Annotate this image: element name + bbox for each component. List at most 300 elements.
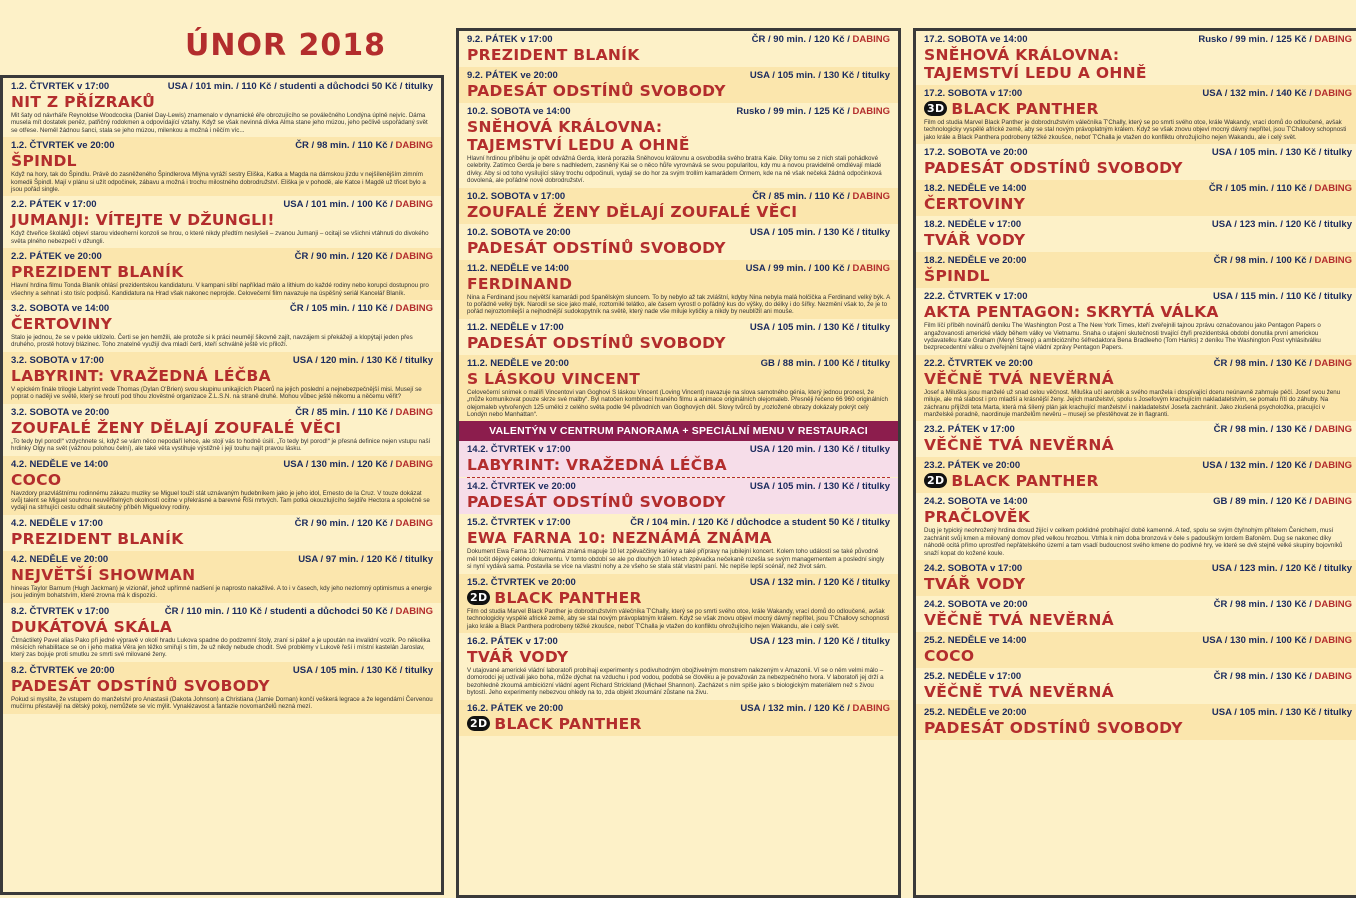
format-badge: 2D [467,590,490,605]
movie-title-text: VĚČNĚ TVÁ NEVĚRNÁ [924,369,1114,388]
movie-description: Navzdory prazvláštnímu rodinnému zákazu muziky se Miguel touží stát uznávaným hudebníkem jako je jeho idol, Ernesto de la Cruz. V touze dokázat svůj talent se Miguel souhrou neuvěřitelných okolností ocitne v překrásné a barevné Říši mrtvých. Tam potká okouzlujícího šejdíře Hectora a společně se vydají na strhující cestu odhalit skutečný příběh Miguelovy rodiny. [11,489,430,512]
movie-title [924,159,1352,177]
screening-entry [459,67,898,103]
movie-title [924,472,1352,490]
screening-info: ČR / 98 min. / 110 Kč / DABING [295,140,433,152]
movie-title-text: PADESÁT ODSTÍNŮ SVOBODY [924,159,1183,178]
movie-title [11,471,433,489]
screening-info: ČR / 98 min. / 130 Kč / DABING [1213,671,1352,683]
screening-date-time: 25.2. NEDĚLE ve 20:00 [924,707,1027,719]
dabing-tag: DABING [852,702,890,714]
screening-date-time: 24.2. SOBOTA v 17:00 [924,563,1023,575]
screening-date-time: 9.2. PÁTEK ve 20:00 [467,70,558,81]
movie-description: Film od studia Marvel Black Panther je dobrodružstvím válečníka T'Chally, který se po smrti svého otce, krále Wakandy, vrací domů do odloučené, avšak technologicky vyspělé africké země, aby se stal novým právoplatným králem. Když se však znovu objeví mocný dávný nepřítel, jsou T'Challovy schopnosti jako krále a Black Panthera podrobeny těžké zkoušce, neboť T'Challa je vtažen do konfliktu ohrožujícího nejen Wakandu, ale i celý svět. [467,607,890,630]
movie-title [467,203,890,221]
dabing-tag: DABING [1314,635,1352,647]
screening-info: ČR / 98 min. / 130 Kč / DABING [1213,424,1352,436]
screening-entry [916,252,1356,288]
screening-date-time: 23.2. PÁTEK ve 20:00 [924,460,1021,472]
movie-description: Čtrnáctiletý Pavel alias Pako při jedné výpravě v okolí hradu Lukova spadne do podzemní štoly, zraní si páteř a je upoután na invalidní vozík. Po několika měsících rehabilitace se on i jeho matka Věra jen těžko smiřují s tím, že už nikdy nebude chodit. Své problémy v Lukově řeší i místní kastelán Jaroslav, který zas bojuje proti smutku ze smrti své milované ženy. [11,636,431,659]
program-panel-3 [913,28,1356,898]
screening-meta [467,633,890,647]
screening-date-time: 8.2. ČTVRTEK v 17:00 [11,605,110,617]
movie-title-text: S LÁSKOU VINCENT [467,369,641,388]
screening-info: GB / 88 min. / 100 Kč / titulky [760,357,890,369]
dabing-tag: DABING [395,406,433,418]
screening-date-time: 18.2. NEDĚLE ve 14:00 [924,183,1027,195]
movie-title [467,493,890,511]
screening-info: USA / 130 min. / 120 Kč / DABING [283,458,433,470]
screening-entry [3,196,441,248]
screening-date-time: 11.2. NEDĚLE ve 14:00 [467,262,569,274]
movie-title [924,719,1352,737]
screening-meta [924,560,1352,574]
screening-info: ČR / 90 min. / 120 Kč / DABING [294,251,433,263]
screening-meta [467,319,890,333]
program-list-3 [916,31,1356,740]
movie-title [467,370,890,388]
program-list-1 [3,78,441,714]
screening-meta [924,457,1352,471]
screening-info: USA / 101 min. / 110 Kč / studenti a důchodci 50 Kč / titulky [167,81,433,92]
screening-meta [924,31,1352,45]
movie-title [11,530,433,548]
screening-meta [924,493,1352,507]
screening-date-time: 22.2. ČTVRTEK ve 20:00 [924,357,1033,369]
movie-title [11,315,433,333]
dabing-tag: DABING [1314,424,1352,436]
screening-info: USA / 132 min. / 120 Kč / DABING [1202,460,1352,472]
dabing-tag: DABING [395,199,433,211]
screening-date-time: 4.2. NEDĚLE ve 14:00 [11,458,109,470]
format-badge: 2D [924,473,947,488]
screening-info: USA / 99 min. / 100 Kč / DABING [745,262,890,274]
screening-info: ČR / 98 min. / 130 Kč / DABING [1213,357,1352,369]
screening-meta [467,355,890,369]
movie-title-text: PREZIDENT BLANÍK [11,529,184,548]
screening-entry [459,260,898,319]
movie-title-text: PADESÁT ODSTÍNŮ SVOBODY [467,82,726,100]
screening-info: USA / 105 min. / 130 Kč / titulky [749,321,890,333]
screening-info: USA / 101 min. / 100 Kč / DABING [283,199,433,211]
movie-description: Film líčí příběh novinářů deníku The Washington Post a The New York Times, kteří zveřejnili tajnou zprávu označovanou jako Pentagon Papers o angažovanosti americké vlády během války ve Vietnamu. Snaha o utajení skutečnosti trvající čtyři prezidentská období donutila první americkou vydavatelku Kate Graham (Meryl Streep) a ambiciózního šéfredaktora Bena Bradleeho (Tom Hanks) z deníku The Washington Post vyhlásitválku bezprecedentní válku o zveřejnění tajné vládní zprávy Pentagon Papers. [924,322,1321,352]
movie-description: Nina a Ferdinand jsou největší kamarádi pod španělským sluncem. To by nebylo až tak zvláštní, kdyby Nina nebyla malá holčička a Ferdinand velký býk. A to pořádně velký býk. Narodil se sice jako malé, roztomilé telátko, ale časem vyrostl o pořádný kus do výšky, do délky i do šířky. Nezmění však to, že je to pořád nejroztomilejší a nejhodnější sudokopytník na světě, který nade vše miluje kytičky a nikdy by neublížil ani mouše. [467,293,890,316]
screening-info: GB / 89 min. / 120 Kč / DABING [1213,496,1352,508]
screening-entry [916,180,1356,216]
screening-date-time: 16.2. PÁTEK v 17:00 [467,635,558,647]
screening-entry [3,456,441,515]
screening-entry [916,144,1356,180]
movie-title [467,46,890,64]
screening-date-time: 2.2. PÁTEK v 17:00 [11,199,97,211]
screening-date-time: 15.2. ČTVRTEK v 17:00 [467,517,571,529]
screening-entry [916,596,1356,632]
movie-title [924,231,1352,249]
screening-info: USA / 120 min. / 130 Kč / titulky [292,354,433,366]
movie-title [467,334,890,352]
screening-date-time: 14.2. ČTVRTEK v 17:00 [467,444,571,456]
movie-title-text: COCO [924,647,975,666]
screening-info: ČR / 110 min. / 110 Kč / studenti a důchodci 50 Kč / DABING [164,605,433,617]
screening-entry [916,493,1356,560]
screening-info: USA / 105 min. / 130 Kč / titulky [749,481,890,493]
page-title: ÚNOR 2018 [185,28,387,63]
screening-info: ČR / 104 min. / 120 Kč / důchodce a student 50 Kč / titulky [630,517,890,529]
screening-info: ČR / 90 min. / 120 Kč / DABING [751,34,890,45]
movie-title-text: FERDINAND [467,274,573,293]
screening-date-time: 1.2. ČTVRTEK ve 20:00 [11,140,115,152]
movie-description: Celovečerní snímek o malíři Vincentovi van Goghovi S láskou Vincent (Loving Vincent) navazuje na slova samotného génia, který jednou pronesl, že „může komunikovat pouze skrze své malby“. Byl natočen kombinací hraného filmu a animace originálních olejomaleb. Přesněji řečeno 66 960 originálních olejomaleb vytvořených 125 umělci z celého světa podle 94 původních van Goghových děl. Slovy tvůrců by „rozložené obrazy dokázaly pokrýt celý Londýn nebo Manhattan“. [467,388,888,419]
screening-meta [924,704,1352,718]
movie-title [467,82,890,100]
movie-title-text: VĚČNĚ TVÁ NEVĚRNÁ [924,683,1114,702]
screening-info: ČR / 105 min. / 110 Kč / DABING [289,303,433,315]
dabing-tag: DABING [395,251,433,263]
movie-title-text: ZOUFALÉ ŽENY DĚLAJÍ ZOUFALÉ VĚCI [11,418,342,437]
movie-title [924,370,1352,388]
screening-meta [924,85,1352,99]
screening-date-time: 11.2. NEDĚLE ve 20:00 [467,357,569,369]
dabing-tag: DABING [1314,496,1352,508]
screening-meta [467,31,890,45]
screening-entry [459,319,898,355]
screening-date-time: 24.2. SOBOTA ve 14:00 [924,496,1028,508]
movie-title [924,611,1352,629]
movie-title [924,508,1352,526]
screening-date-time: 10.2. SOBOTA v 17:00 [467,190,566,202]
movie-title-text: ZOUFALÉ ŽENY DĚLAJÍ ZOUFALÉ VĚCI [467,202,798,221]
movie-title-text: BLACK PANTHER [951,100,1099,118]
screening-entry [916,632,1356,668]
screening-date-time: 8.2. ČTVRTEK ve 20:00 [11,664,115,676]
screening-meta [11,352,433,366]
dabing-tag: DABING [1314,34,1352,45]
screening-meta [11,515,433,529]
screening-meta [467,441,890,455]
movie-title-text: PREZIDENT BLANÍK [467,46,640,64]
screening-info: ČR / 105 min. / 110 Kč / DABING [1208,183,1352,195]
screening-meta [11,662,433,676]
movie-title [11,677,433,695]
screening-date-time: 4.2. NEDĚLE v 17:00 [11,517,103,529]
screening-meta [11,300,433,314]
screening-info: USA / 105 min. / 130 Kč / titulky [749,70,890,81]
movie-title-text: NEJVĚTŠÍ SHOWMAN [11,565,196,584]
format-badge: 3D [924,101,947,116]
screening-date-time: 23.2. PÁTEK v 17:00 [924,424,1015,436]
movie-title-text: ŠPINDL [924,267,990,286]
dabing-tag: DABING [1314,88,1352,99]
screening-date-time: 9.2. PÁTEK v 17:00 [467,34,553,45]
movie-title [924,303,1352,321]
program-list-2b [459,441,898,514]
screening-info: USA / 123 min. / 120 Kč / titulky [749,635,890,647]
movie-title [467,715,890,733]
screening-date-time: 25.2. NEDĚLE ve 14:00 [924,635,1027,647]
screening-meta [467,700,890,714]
screening-entry [459,514,898,573]
dabing-tag: DABING [395,517,433,529]
screening-date-time: 11.2. NEDĚLE v 17:00 [467,321,564,333]
screening-meta [924,216,1352,230]
movie-title-text: VĚČNĚ TVÁ NEVĚRNÁ [924,436,1114,455]
movie-title-text: TVÁŘ VODY [924,575,1026,594]
movie-title [924,436,1352,454]
screening-entry [459,355,898,422]
screening-entry [3,352,441,404]
screening-entry [3,515,441,551]
screening-entry [916,457,1356,493]
movie-description: Mit šaty od návrháře Reynoldse Woodcocka (Daniel Day-Lewis) znamenalo v dynamické éře obrozujícího se poválečného Londýna úplně nejvíc. Dáma musela mít dostatek peněz, patřičný rodokmen a odpovídající vztahy. Když se však nevinná dívka Alma stane jeho múzou, jeho pečlivě uspořádaný svět se otřese. Neměl žádnou šanci, stala se jeho múzou, milenkou a možná i něčím víc... [11,112,428,134]
dabing-tag: DABING [852,262,890,274]
dabing-tag: DABING [852,34,890,45]
movie-title-text: TVÁŘ VODY [924,231,1026,250]
movie-title [467,118,890,154]
movie-title [467,275,890,293]
movie-title-text: PRAČLOVĚK [924,508,1031,527]
screening-date-time: 4.2. NEDĚLE ve 20:00 [11,553,109,565]
screening-date-time: 18.2. NEDĚLE ve 20:00 [924,255,1027,267]
screening-entry [916,85,1356,144]
movie-title [11,152,433,170]
screening-info: USA / 132 min. / 140 Kč / DABING [1202,88,1352,99]
movie-title-text: ČERTOVINY [11,315,113,334]
screening-date-time: 15.2. ČTVRTEK ve 20:00 [467,576,576,588]
movie-title [11,566,433,584]
movie-title [11,367,433,385]
screening-entry [459,633,898,700]
movie-title-text: PADESÁT ODSTÍNŮ SVOBODY [924,719,1183,738]
screening-date-time: 16.2. PÁTEK ve 20:00 [467,702,564,714]
movie-description: V utajované americké vládní laboratoři probíhají experimenty s podivuhodným obojživelným monstrem nalezeným v Amazonii. Ví se o něm velmi málo – domorodci jej uctívali jako boha, může dýchat na vzduchu i pod vodou, podobá se člověku a je považován za nebezpečného tvora. V laboratoři jej drží a bezohledně zkoumá ambiciózní vládní agent Richard Strickland (Michael Shannon). Zacházet s ním spíše jako s biologickým materiálem než s živou bytostí. Jeho experimenty nebezvou ohledy na to, zda objekt zkoumání zůstane na živu. [467,666,884,697]
screening-meta [11,78,433,92]
movie-description: Pokud si myslíte, že vstupem do manželství pro Anastasii (Dakota Johnson) a Christiana (Jamie Dornan) končí veškerá legrace a že legendární Červenou mučírnu přestavějí na dětský pokoj, nemůžete se víc mýlit. Vynalézavost a fantazie novomanželů nezná mezí. [11,695,433,711]
screening-date-time: 3.2. SOBOTA ve 14:00 [11,303,110,315]
screening-meta [924,355,1352,369]
screening-meta [924,632,1352,646]
valentine-banner: VALENTÝN V CENTRUM PANORAMA + SPECIÁLNÍ MENU V RESTAURACI [459,421,898,441]
dabing-tag: DABING [395,458,433,470]
screening-info: USA / 105 min. / 130 Kč / titulky [1211,147,1352,159]
movie-description: hineas Taylor Barnum (Hugh Jackman) je vizionář, jehož upřímné nadšení je naprosto nakažlivé. A to i v časech, kdy jeho nezlomný optimismus a energie jsou jediným bohatstvím, které zrovna má k dispozici. [11,584,432,600]
screening-entry [3,404,441,456]
movie-title [11,93,433,111]
movie-title-text: NIT Z PŘÍZRAKŮ [11,93,156,111]
movie-title-text: DUKÁTOVÁ SKÁLA [11,617,173,636]
screening-entry [916,704,1356,740]
screening-entry [459,103,898,188]
screening-info: ČR / 98 min. / 130 Kč / DABING [1213,599,1352,611]
dabing-tag: DABING [395,303,433,315]
screening-meta [11,456,433,470]
movie-title [467,589,890,607]
screening-entry [916,668,1356,704]
movie-description: Film od studia Marvel Black Panther je dobrodružstvím válečníka T'Chally, který se po smrti svého otce, krále Wakandy, vrací domů do odloučené, avšak technologicky vyspělé africké země, aby se stal novým právoplatným králem. Když se však znovu objeví mocný dávný nepřítel, jsou T'Challovy schopnosti jako krále a Black Panthera podrobeny těžké zkoušce, neboť T'Challa je vtažen do konfliktu ohrožujícího nejen Wakandu, ale i celý svět. [924,119,1347,141]
screening-info: USA / 115 min. / 110 Kč / titulky [1212,291,1352,303]
movie-title-text: ŠPINDL [11,152,77,171]
screening-entry [459,188,898,224]
screening-meta [11,248,433,262]
screening-meta [11,603,433,617]
movie-description: „To tedy byl porod!“ vzdychnete si, když se vám něco nepodaří lehce, ale stojí vás to hodně úsilí. „To tedy byl porod!“ je přesná definice nejen vstupu naší hrdinky Olgy na svět (vážnou polohou čelní), ale také věta vystihuje výstižně i její touhu najít pravou lásku. [11,437,431,453]
screening-info: USA / 132 min. / 120 Kč / titulky [749,576,890,588]
movie-title-text: JUMANJI: VÍTEJTE V DŽUNGLI! [11,211,275,230]
screening-entry [459,441,898,477]
screening-date-time: 2.2. PÁTEK ve 20:00 [11,251,102,263]
movie-title [924,195,1352,213]
dabing-tag: DABING [852,106,890,117]
screening-meta [924,252,1352,266]
movie-title [467,648,890,666]
movie-title [11,419,433,437]
screening-date-time: 10.2. SOBOTA ve 14:00 [467,106,571,117]
program-panel-1 [0,75,444,895]
movie-title-text: PADESÁT ODSTÍNŮ SVOBODY [467,493,726,512]
movie-description: Stalo je jednou, že se v pekle uklízelo. Čerti se jen hemžili, ale protože si k práci neumějí šikovně zajít, navzájem si překážejí a klopýtají jeden přes druhého, prostě hotový blázinec. Toho znatelně využijí dva mladí čerti, kteří schválně ještě víc přiloží. [11,334,413,349]
screening-entry [459,700,898,736]
movie-description: V epickém finále trilogie Labyrint vede Thomas (Dylan O'Brien) svou skupinu unikajících Placerů na jejich poslední a nejnebezpečnější misi. Musejí se poprat o naději ve světě, který se hroutí pod tíhou zlověstné organizace Z.L.S.N. na straně druhé. Mohou vůbec ještě někomu a něčemu věřit? [11,385,422,401]
screening-meta [11,551,433,565]
screening-date-time: 25.2. NEDĚLE v 17:00 [924,671,1022,683]
screening-entry [459,574,898,633]
movie-title-text: VĚČNĚ TVÁ NEVĚRNÁ [924,611,1114,630]
movie-title [924,267,1352,285]
movie-title [467,239,890,257]
dabing-tag: DABING [1314,357,1352,369]
screening-info: USA / 105 min. / 130 Kč / titulky [1211,707,1352,719]
screening-info: ČR / 85 min. / 110 Kč / DABING [752,190,890,202]
dabing-tag: DABING [1314,671,1352,683]
screening-info: Rusko / 99 min. / 125 Kč / DABING [1198,34,1352,45]
screening-meta [467,67,890,81]
screening-meta [924,421,1352,435]
screening-meta [924,144,1352,158]
movie-title-text: ČERTOVINY [924,195,1026,214]
movie-title-text: SNĚHOVÁ KRÁLOVNA: TAJEMSTVÍ LEDU A OHNĚ [467,118,690,154]
screening-entry [3,300,441,352]
screening-meta [467,260,890,274]
screening-date-time: 3.2. SOBOTA ve 20:00 [11,406,110,418]
movie-title [924,575,1352,593]
movie-description: Hlavní hrdina filmu Tonda Blaník ohlásí prezidentskou kandidaturu. V kampani slíbí například málo a lithium do každé rodiny nebo korupci dostupnou pro všechny a sehnat i sto tisíc podpisů. Kandidatura na Hrad však nakonec neprojde. Celovečerní film navazuje na úspěšný seriál Kancelář Blaník. [11,282,429,297]
movie-title-text: BLACK PANTHER [951,472,1099,491]
screening-entry [916,421,1356,457]
movie-title [11,211,433,229]
screening-date-time: 18.2. NEDĚLE v 17:00 [924,219,1022,231]
screening-info: USA / 105 min. / 130 Kč / titulky [749,226,890,238]
movie-title-text: BLACK PANTHER [494,588,642,607]
screening-entry [459,478,898,514]
movie-title-text: TVÁŘ VODY [467,647,569,666]
screening-entry [3,662,441,714]
movie-description: Josef a Miluška jsou manželé už snad celou věčnost. Miluška učí aerobik a svého manžela i dospívající dceru neúnavně zahrnuje péčí. Josef svou ženu miluje, ale má slabost i pro mladší a krásnější ženy. Jejich manželství, spolu s Josefovým krachujícím nakladatelstvím, se pomalu řítí do záhuby. Na záchranu přijíždí teta Marta, která má šílený plán jak krachující manželství i nakladatelství Josefa zachránit. Jako zkušená psycholožka, pracující v manželské poradně, naordinuje manželům nevěru – musejí se přestěhovat ze in flagranti. [924,388,1341,419]
movie-title-text: EWA FARNA 10: NEZNÁMÁ ZNÁMA [467,529,772,548]
movie-title-text: BLACK PANTHER [494,714,642,733]
screening-meta [924,180,1352,194]
screening-entry [3,603,441,662]
movie-title-text: PREZIDENT BLANÍK [11,263,184,282]
screening-date-time: 17.2. SOBOTA ve 14:00 [924,34,1028,45]
screening-info: USA / 120 min. / 130 Kč / titulky [749,444,890,456]
movie-title [11,618,433,636]
dabing-tag: DABING [852,190,890,202]
movie-description: Hlavní hrdinou příběhu je opět odvážná Gerda, která porazila Sněhovou královnu a osvobodila svého bratra Kaie. Díky tomu se z nich stali pohádkové celebrity. Zatímco Gerda je bere s nadhledem, zasněný Kai se o něco hůře vyrovnává se svou popularitou, kdy mu a novou pravidelně omdlévají mladé dívky. Aby si od toho vysílující slávy trochu odpočinuli, vydají se do hor za svým trollím kamarádem Ormem, kde na ně však nečeká žádná odpočinková dovolená, ale pořádné nové dobrodružství. [467,155,882,185]
screening-meta [924,596,1352,610]
screening-date-time: 22.2. ČTVRTEK v 17:00 [924,291,1028,303]
movie-title-text: LABYRINT: VRAŽEDNÁ LÉČBA [11,366,271,385]
movie-description: Dug je typický neohrožený hrdina dosud žijící v celkem poklidné probíhající době kamenné. A teď, spolu se svým čtyřnohým přítelem Čenichem, musí zachránit svůj kmen a milovaný domov před velkou hrozbou. Vtrhla k nim doba bronzová v čele s padouškým lordem Bafoněm. Dug se nakonec díky náhodě ocitá přímo uprostřed nepřátelského území a tam vsadí budoucnost svého kmene do podivné hry, ve které se dvě stejně velké skupiny bojovníků snaží kopat do kožené koule. [924,527,1343,557]
screening-info: USA / 123 min. / 120 Kč / titulky [1211,563,1352,575]
screening-meta [467,188,890,202]
program-panel-2 [456,28,901,898]
screening-meta [467,574,890,588]
movie-title-text: PADESÁT ODSTÍNŮ SVOBODY [11,676,270,695]
screening-date-time: 3.2. SOBOTA v 17:00 [11,354,104,366]
screening-meta [11,196,433,210]
movie-description: Dokument Ewa Farna 10: Neznámá známá mapuje 10 let zpěvaččiny kariéry a také přípravy na jubilejní koncert. Kolem toho událostí se také původně měl točit dějový celého dokumentu. V tomto období se ale po dlouhých 10 letech zpěvačka nečekaně rozešla se svým managementem a poslední singly si nyní vydává sama. Postavila se více na vlastní nohy a ze všeho se stala stát vlastní paní. Nic nepíše lepší scénář, než život sám. [467,548,885,571]
movie-description: Když čtveřice školáků objeví starou videoherní konzoli se hrou, o které nikdy předtím neslyšeli – zvanou Jumanji – ocitají se všichni vtáhnuti do divokého světa plného nebezpečí v džungli. [11,230,429,245]
program-list-2c [459,514,898,735]
movie-title-text: PADESÁT ODSTÍNŮ SVOBODY [467,333,726,352]
screening-date-time: 24.2. SOBOTA ve 20:00 [924,599,1028,611]
screening-entry [916,31,1356,85]
screening-entry [459,224,898,260]
screening-info: USA / 105 min. / 130 Kč / titulky [292,664,433,676]
movie-title-text: COCO [11,470,62,489]
screening-date-time: 17.2. SOBOTA ve 20:00 [924,147,1028,159]
screening-meta [11,137,433,151]
screening-meta [11,404,433,418]
movie-title [924,647,1352,665]
movie-title [467,456,890,474]
dabing-tag: DABING [1314,460,1352,472]
screening-meta [467,224,890,238]
screening-entry [3,248,441,300]
dabing-tag: DABING [395,140,433,152]
screening-info: ČR / 90 min. / 120 Kč / DABING [294,517,433,529]
movie-title-text: PADESÁT ODSTÍNŮ SVOBODY [467,238,726,257]
movie-title [924,100,1352,118]
screening-entry [3,137,441,196]
screening-meta [924,668,1352,682]
screening-date-time: 17.2. SOBOTA v 17:00 [924,88,1023,99]
screening-meta [467,514,890,528]
dabing-tag: DABING [395,605,433,617]
movie-description: Když na hory, tak do Špindlu. Právě do zasněženého Špindlerova Mlýna vyráží sestry Eliška, Katka a Magda na dámskou jízdu v nejšílenějším zimním komedii Špindl. Mají v plánu si užít odpočinek, zábavu a možná i trochu milostného dobrodružství. Eliška je v pohodě, ale Katce i Magdě už třicet bylo a jsou pořád single. [11,171,426,194]
movie-title [11,263,433,281]
screening-info: USA / 132 min. / 120 Kč / DABING [740,702,890,714]
movie-title [924,46,1352,82]
screening-entry [3,78,441,137]
screening-entry [916,216,1356,252]
screening-info: Rusko / 99 min. / 125 Kč / DABING [736,106,890,117]
screening-entry [916,355,1356,422]
screening-entry [916,288,1356,355]
screening-meta [467,103,890,117]
screening-info: ČR / 85 min. / 110 Kč / DABING [295,406,433,418]
screening-entry [916,560,1356,596]
screening-entry [3,551,441,603]
movie-title [467,529,890,547]
screening-info: USA / 97 min. / 120 Kč / titulky [298,553,433,565]
movie-title-text: SNĚHOVÁ KRÁLOVNA: TAJEMSTVÍ LEDU A OHNĚ [924,46,1147,82]
dabing-tag: DABING [1314,183,1352,195]
screening-date-time: 14.2. ČTVRTEK ve 20:00 [467,481,576,493]
screening-meta [924,288,1352,302]
movie-title [924,683,1352,701]
screening-info: USA / 130 min. / 100 Kč / DABING [1202,635,1352,647]
screening-info: USA / 123 min. / 120 Kč / titulky [1211,219,1352,231]
